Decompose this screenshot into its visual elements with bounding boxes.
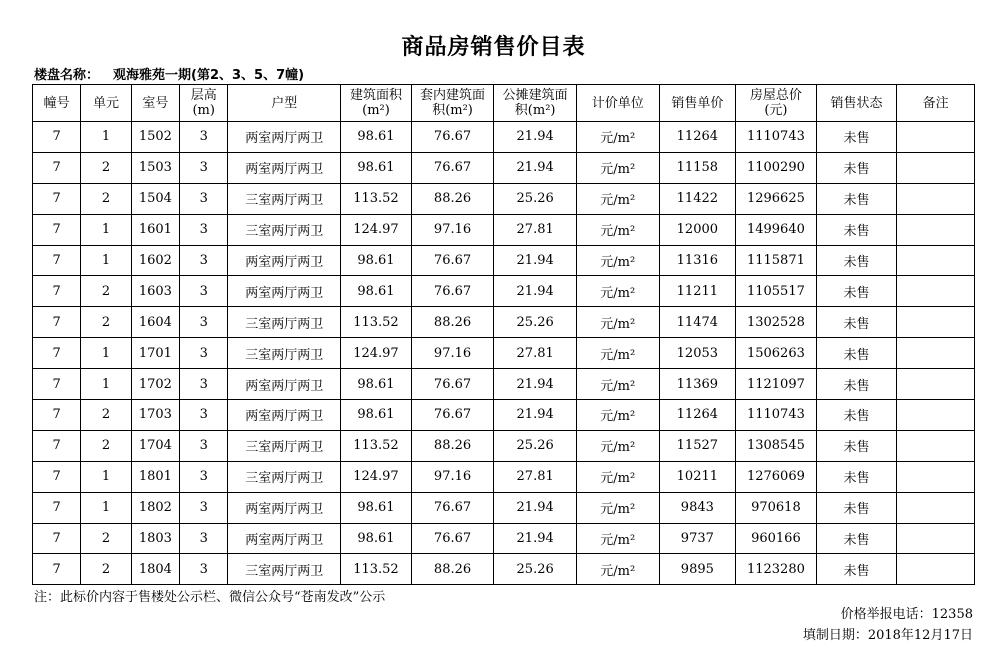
table-cell: 21.94: [494, 122, 577, 153]
table-cell: 三室两厅两卫: [228, 214, 341, 245]
table-row: [33, 492, 975, 523]
price-table: [32, 84, 975, 585]
table-cell: 1: [81, 122, 131, 153]
table-cell: 未售: [816, 183, 897, 214]
table-cell: 1506263: [736, 338, 817, 369]
table-cell: 未售: [816, 307, 897, 338]
table-cell: 1: [81, 492, 131, 523]
table-cell: 3: [180, 369, 228, 400]
table-cell: 两室两厅两卫: [228, 122, 341, 153]
table-cell: 1296625: [736, 183, 817, 214]
column-header-text: 层高: [190, 88, 217, 103]
table-cell: 三室两厅两卫: [228, 338, 341, 369]
column-header: [411, 85, 494, 122]
table-cell: 3: [180, 492, 228, 523]
column-header: [341, 85, 412, 122]
table-cell: 21.94: [494, 276, 577, 307]
table-cell: 1502: [131, 122, 179, 153]
table-cell: 88.26: [411, 554, 494, 585]
table-cell: 1100290: [736, 152, 817, 183]
table-cell: [897, 245, 975, 276]
table-cell: [897, 554, 975, 585]
table-cell: 元/m²: [576, 152, 659, 183]
table-cell: 2: [81, 307, 131, 338]
table-cell: 两室两厅两卫: [228, 492, 341, 523]
table-cell: 1801: [131, 461, 179, 492]
table-row: [33, 523, 975, 554]
table-cell: 1: [81, 214, 131, 245]
column-header-text: (m²): [362, 103, 390, 118]
table-cell: 98.61: [341, 245, 412, 276]
table-cell: [897, 276, 975, 307]
table-cell: 1602: [131, 245, 179, 276]
table-cell: 1603: [131, 276, 179, 307]
column-header-text: 备注: [922, 95, 949, 111]
table-cell: 两室两厅两卫: [228, 152, 341, 183]
column-header-text: 幢号: [43, 95, 70, 111]
table-row: [33, 152, 975, 183]
table-cell: 1308545: [736, 430, 817, 461]
table-cell: 960166: [736, 523, 817, 554]
table-cell: 9843: [659, 492, 736, 523]
table-cell: 21.94: [494, 369, 577, 400]
table-row: [33, 122, 975, 153]
table-cell: 76.67: [411, 152, 494, 183]
table-cell: 1276069: [736, 461, 817, 492]
table-cell: 1: [81, 461, 131, 492]
project-label: 楼盘名称：: [34, 68, 100, 83]
table-cell: [897, 492, 975, 523]
table-cell: 1803: [131, 523, 179, 554]
table-cell: 7: [33, 214, 81, 245]
table-cell: 3: [180, 183, 228, 214]
table-cell: 三室两厅两卫: [228, 307, 341, 338]
table-cell: 7: [33, 369, 81, 400]
table-cell: 10211: [659, 461, 736, 492]
column-header-text: (m): [192, 103, 215, 118]
table-cell: 1499640: [736, 214, 817, 245]
table-cell: 25.26: [494, 307, 577, 338]
table-cell: 两室两厅两卫: [228, 369, 341, 400]
table-body: [33, 122, 975, 585]
table-cell: 元/m²: [576, 307, 659, 338]
column-header: [81, 85, 131, 122]
table-cell: 元/m²: [576, 276, 659, 307]
table-cell: 97.16: [411, 338, 494, 369]
table-cell: 11422: [659, 183, 736, 214]
table-cell: 元/m²: [576, 214, 659, 245]
table-cell: 7: [33, 400, 81, 431]
table-cell: 1601: [131, 214, 179, 245]
table-row: [33, 400, 975, 431]
table-cell: 2: [81, 430, 131, 461]
table-cell: 11527: [659, 430, 736, 461]
column-header-text: 单元: [93, 95, 120, 111]
column-header-text: 户型: [271, 95, 298, 111]
table-cell: 98.61: [341, 152, 412, 183]
table-cell: 113.52: [341, 183, 412, 214]
table-cell: 2: [81, 400, 131, 431]
table-cell: 98.61: [341, 369, 412, 400]
table-cell: 97.16: [411, 214, 494, 245]
table-cell: 1504: [131, 183, 179, 214]
table-cell: 27.81: [494, 461, 577, 492]
table-cell: 3: [180, 338, 228, 369]
column-header: [494, 85, 577, 122]
table-cell: 1703: [131, 400, 179, 431]
table-cell: 1704: [131, 430, 179, 461]
column-header-text: (元): [764, 103, 788, 118]
table-cell: [897, 183, 975, 214]
table-cell: 1701: [131, 338, 179, 369]
table-cell: 3: [180, 430, 228, 461]
table-row: [33, 214, 975, 245]
table-cell: 元/m²: [576, 400, 659, 431]
table-cell: 未售: [816, 400, 897, 431]
table-cell: 元/m²: [576, 492, 659, 523]
column-header: [228, 85, 341, 122]
table-cell: 三室两厅两卫: [228, 554, 341, 585]
table-cell: 1604: [131, 307, 179, 338]
table-cell: 113.52: [341, 307, 412, 338]
table-row: [33, 338, 975, 369]
table-cell: 1: [81, 369, 131, 400]
table-cell: 未售: [816, 369, 897, 400]
table-cell: 113.52: [341, 430, 412, 461]
table-cell: [897, 430, 975, 461]
table-cell: 3: [180, 122, 228, 153]
table-row: [33, 276, 975, 307]
table-cell: [897, 152, 975, 183]
table-cell: 1110743: [736, 122, 817, 153]
table-cell: 1123280: [736, 554, 817, 585]
column-header: [180, 85, 228, 122]
table-cell: 1503: [131, 152, 179, 183]
column-header-text: 积(m²): [432, 103, 473, 118]
table-row: [33, 554, 975, 585]
table-cell: 1115871: [736, 245, 817, 276]
table-cell: 88.26: [411, 430, 494, 461]
table-cell: 113.52: [341, 554, 412, 585]
table-cell: 三室两厅两卫: [228, 430, 341, 461]
table-cell: 124.97: [341, 214, 412, 245]
table-cell: 7: [33, 554, 81, 585]
table-cell: 76.67: [411, 523, 494, 554]
project-line: [34, 64, 304, 83]
table-cell: 未售: [816, 554, 897, 585]
table-cell: [897, 369, 975, 400]
table-cell: 两室两厅两卫: [228, 523, 341, 554]
table-cell: 未售: [816, 430, 897, 461]
table-cell: 21.94: [494, 245, 577, 276]
table-cell: 9895: [659, 554, 736, 585]
project-name: 观海雅苑一期(第2、3、5、7幢): [113, 68, 305, 83]
table-cell: 97.16: [411, 461, 494, 492]
table-cell: 7: [33, 276, 81, 307]
column-header-text: 房屋总价: [749, 88, 802, 103]
table-cell: 元/m²: [576, 523, 659, 554]
table-cell: 2: [81, 523, 131, 554]
table-cell: 三室两厅两卫: [228, 461, 341, 492]
table-cell: 3: [180, 214, 228, 245]
table-cell: 3: [180, 307, 228, 338]
table-cell: 11264: [659, 400, 736, 431]
table-cell: 98.61: [341, 400, 412, 431]
table-cell: 元/m²: [576, 430, 659, 461]
table-cell: 1110743: [736, 400, 817, 431]
table-cell: 2: [81, 554, 131, 585]
table-row: [33, 461, 975, 492]
table-cell: 2: [81, 152, 131, 183]
table-cell: 1121097: [736, 369, 817, 400]
table-cell: 25.26: [494, 183, 577, 214]
column-header: [816, 85, 897, 122]
table-cell: 11158: [659, 152, 736, 183]
column-header: [576, 85, 659, 122]
table-cell: 7: [33, 492, 81, 523]
column-header-text: 销售状态: [830, 95, 883, 111]
table-cell: 27.81: [494, 338, 577, 369]
table-cell: 1802: [131, 492, 179, 523]
table-cell: 未售: [816, 276, 897, 307]
table-cell: 元/m²: [576, 554, 659, 585]
table-cell: 未售: [816, 523, 897, 554]
table-cell: 98.61: [341, 122, 412, 153]
table-cell: 1: [81, 245, 131, 276]
footnote: 注：此标价内容于售楼处公示栏、微信公众号“苍南发改”公示: [34, 590, 386, 605]
table-cell: 未售: [816, 492, 897, 523]
table-cell: 未售: [816, 338, 897, 369]
table-cell: 98.61: [341, 523, 412, 554]
column-header-text: 计价单位: [591, 95, 644, 111]
column-header-text: 公摊建筑面: [502, 88, 568, 103]
table-cell: 25.26: [494, 554, 577, 585]
table-row: [33, 369, 975, 400]
table-cell: 7: [33, 183, 81, 214]
table-cell: 两室两厅两卫: [228, 276, 341, 307]
table-cell: 76.67: [411, 369, 494, 400]
table-cell: 元/m²: [576, 338, 659, 369]
table-cell: 1702: [131, 369, 179, 400]
table-cell: [897, 214, 975, 245]
column-header-text: 积(m²): [514, 103, 556, 118]
table-cell: 88.26: [411, 307, 494, 338]
table-cell: 76.67: [411, 492, 494, 523]
table-cell: 124.97: [341, 461, 412, 492]
table-cell: 12000: [659, 214, 736, 245]
table-cell: 3: [180, 400, 228, 431]
table-cell: 7: [33, 523, 81, 554]
table-cell: 2: [81, 183, 131, 214]
table-cell: 98.61: [341, 492, 412, 523]
column-header: [736, 85, 817, 122]
table-cell: 11316: [659, 245, 736, 276]
table-cell: 未售: [816, 214, 897, 245]
column-header: [897, 85, 975, 122]
table-cell: [897, 338, 975, 369]
column-header: [659, 85, 736, 122]
table-cell: 11474: [659, 307, 736, 338]
table-cell: [897, 523, 975, 554]
table-cell: 三室两厅两卫: [228, 183, 341, 214]
table-cell: 7: [33, 152, 81, 183]
table-cell: 未售: [816, 122, 897, 153]
table-cell: 1: [81, 338, 131, 369]
table-cell: 11211: [659, 276, 736, 307]
table-cell: 7: [33, 122, 81, 153]
table-cell: 元/m²: [576, 369, 659, 400]
table-cell: 124.97: [341, 338, 412, 369]
column-header: [131, 85, 179, 122]
column-header-text: 销售单价: [671, 95, 724, 111]
table-cell: 元/m²: [576, 122, 659, 153]
table-cell: 1105517: [736, 276, 817, 307]
table-cell: 21.94: [494, 492, 577, 523]
table-cell: 元/m²: [576, 461, 659, 492]
table-cell: 7: [33, 461, 81, 492]
table-cell: 88.26: [411, 183, 494, 214]
column-header-text: 建筑面积: [349, 88, 402, 103]
table-cell: 7: [33, 430, 81, 461]
report-phone: 价格举报电话：12358: [840, 607, 973, 622]
table-cell: 两室两厅两卫: [228, 400, 341, 431]
table-cell: 3: [180, 523, 228, 554]
table-cell: [897, 122, 975, 153]
table-cell: 76.67: [411, 122, 494, 153]
page-title: 商品房销售价目表: [401, 35, 586, 60]
column-header: [33, 85, 81, 122]
table-cell: [897, 400, 975, 431]
table-cell: 2: [81, 276, 131, 307]
table-cell: [897, 307, 975, 338]
table-cell: 3: [180, 152, 228, 183]
table-cell: 1804: [131, 554, 179, 585]
table-cell: 970618: [736, 492, 817, 523]
table-cell: 元/m²: [576, 245, 659, 276]
table-cell: 98.61: [341, 276, 412, 307]
table-cell: 21.94: [494, 152, 577, 183]
table-cell: 7: [33, 245, 81, 276]
table-cell: 21.94: [494, 400, 577, 431]
table-cell: 25.26: [494, 430, 577, 461]
table-row: [33, 183, 975, 214]
table-cell: 11264: [659, 122, 736, 153]
table-cell: 元/m²: [576, 183, 659, 214]
table-header-row: [33, 85, 975, 122]
table-row: [33, 430, 975, 461]
table-cell: 11369: [659, 369, 736, 400]
table-cell: 9737: [659, 523, 736, 554]
table-cell: [897, 461, 975, 492]
column-header-text: 室号: [142, 95, 169, 111]
table-cell: 27.81: [494, 214, 577, 245]
table-cell: 3: [180, 461, 228, 492]
table-cell: 3: [180, 276, 228, 307]
table-cell: 7: [33, 307, 81, 338]
table-row: [33, 307, 975, 338]
table-cell: 76.67: [411, 276, 494, 307]
table-cell: 76.67: [411, 245, 494, 276]
table-cell: 3: [180, 245, 228, 276]
table-cell: 两室两厅两卫: [228, 245, 341, 276]
table-cell: 76.67: [411, 400, 494, 431]
table-cell: 21.94: [494, 523, 577, 554]
table-cell: 7: [33, 338, 81, 369]
column-header-text: 套内建筑面: [420, 88, 486, 103]
fill-date: 填制日期：2018年12月17日: [802, 628, 973, 643]
table-cell: 1302528: [736, 307, 817, 338]
table-row: [33, 245, 975, 276]
table-cell: 3: [180, 554, 228, 585]
table-cell: 未售: [816, 461, 897, 492]
table-cell: 未售: [816, 152, 897, 183]
table-cell: 12053: [659, 338, 736, 369]
table-cell: 未售: [816, 245, 897, 276]
